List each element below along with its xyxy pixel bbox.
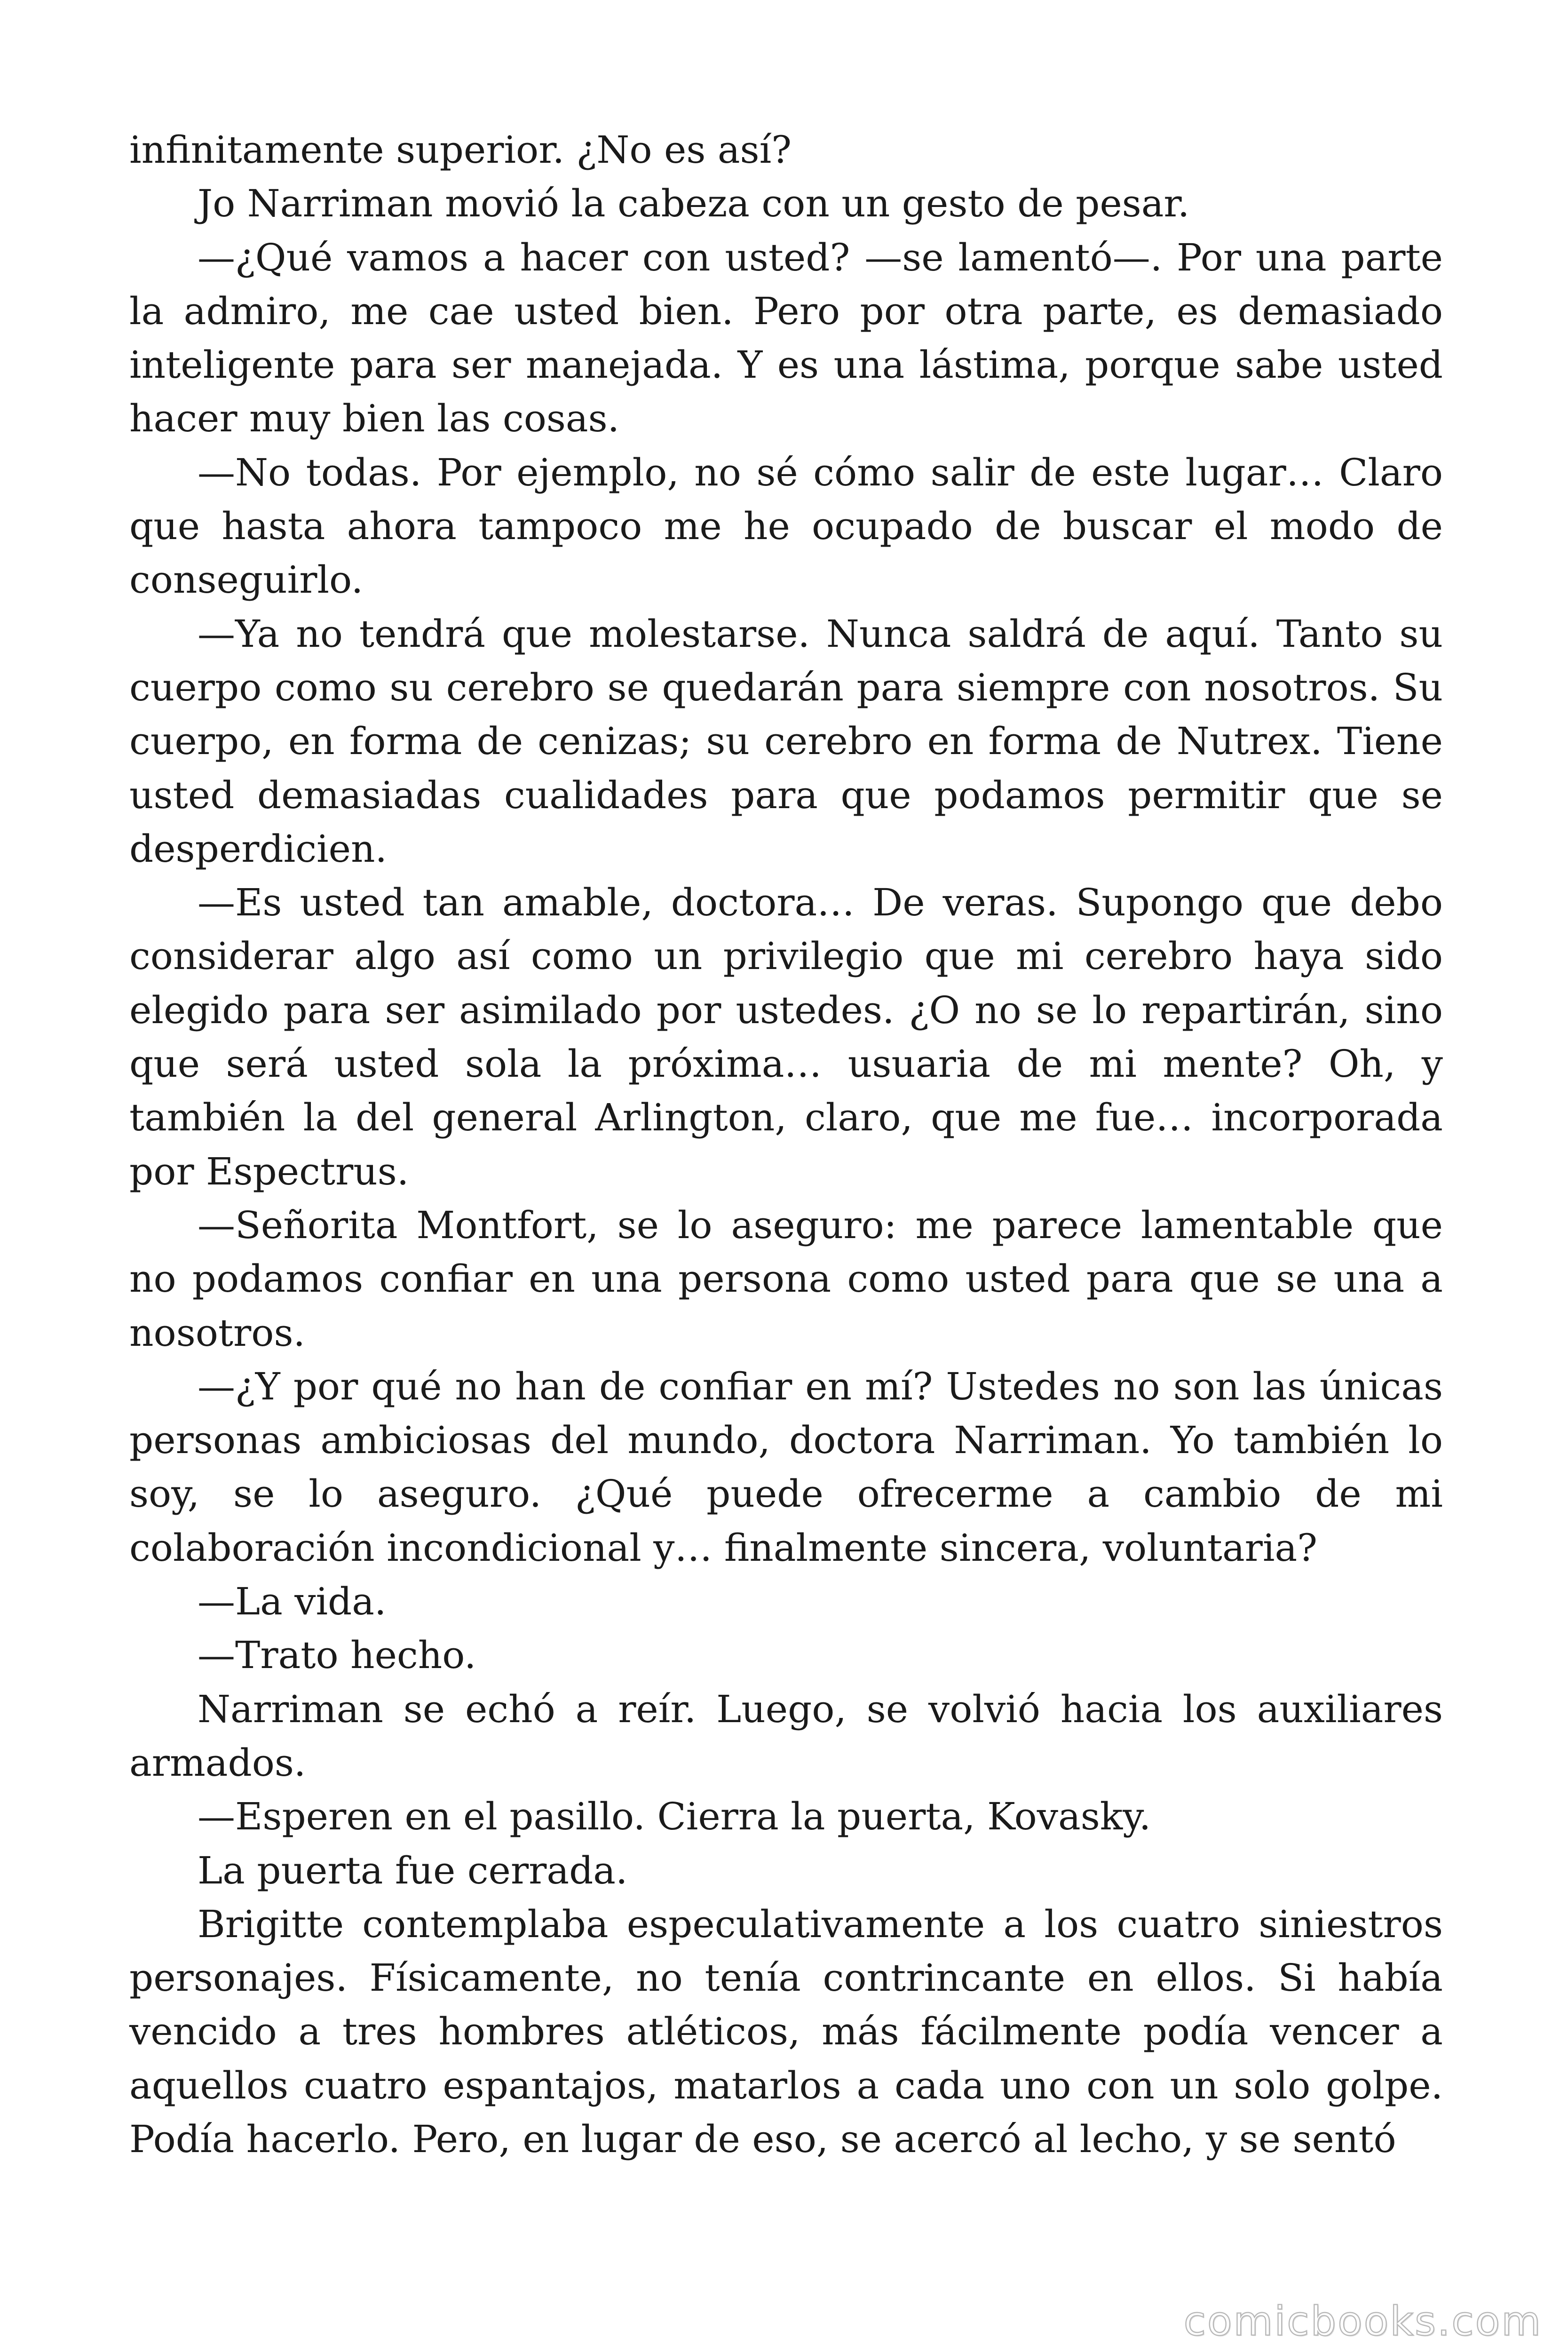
paragraph: Jo Narriman movió la cabeza con un gesto de pesar. <box>198 182 1190 226</box>
paragraph: Brigitte contemplaba especulativamente a los cuatro siniestros personajes. Físicamente, no tenía contrincante en ellos. Si había vencido a tres hombres atléticos, más fácilmente podía vencer a aquellos cuatro espantajos, matarlos a cada uno con un solo golpe. Podía hacerlo. Pero, en lugar de eso, se acercó al lecho, y se sentó <box>129 1902 1443 2161</box>
paragraph: —Ya no tendrá que molestarse. Nunca saldrá de aquí. Tanto su cuerpo como su cerebro se quedarán para siempre con nosotros. Su cuerpo, en forma de cenizas; su cerebro en forma de Nutrex. Tiene usted demasiadas cualidades para que podamos permitir que se desperdicien. <box>129 612 1443 871</box>
paragraph: Narriman se echó a reír. Luego, se volvió hacia los auxiliares armados. <box>129 1687 1443 1785</box>
paragraph: —Señorita Montfort, se lo aseguro: me parece lamentable que no podamos confiar en una persona como usted para que se una a nosotros. <box>129 1203 1443 1355</box>
paragraph: —¿Qué vamos a hacer con usted? —se lamentó—. Por una parte la admiro, me cae usted bien. Pero por otra parte, es demasiado inteligente para ser manejada. Y es una lástima, porque sabe usted hacer muy bien las cosas. <box>129 235 1443 441</box>
watermark: comicbooks.com <box>1183 2298 1542 2345</box>
paragraph: —Es usted tan amable, doctora… De veras. Supongo que debo considerar algo así como un privilegio que mi cerebro haya sido elegido para ser asimilado por ustedes. ¿O no se lo repartirán, sino que será usted sola la próxima… usuaria de mi mente? Oh, y también la del general Arlington, claro, que me fue… incorporada por Espectrus. <box>129 881 1443 1193</box>
paragraph: La puerta fue cerrada. <box>198 1848 628 1892</box>
paragraph: —Trato hecho. <box>198 1633 476 1677</box>
body-text <box>129 123 1443 2166</box>
paragraph: —La vida. <box>198 1580 387 1624</box>
paragraph-continued: infinitamente superior. ¿No es así? <box>129 128 792 172</box>
paragraph: —¿Y por qué no han de confiar en mí? Ustedes no son las únicas personas ambiciosas del mundo, doctora Narriman. Yo también lo soy, se lo aseguro. ¿Qué puede ofrecerme a cambio de mi colaboración incondicional y… finalmente sincera, voluntaria? <box>129 1364 1443 1570</box>
paragraph: —No todas. Por ejemplo, no sé cómo salir de este lugar… Claro que hasta ahora tampoco me he ocupado de buscar el modo de conseguirlo. <box>129 450 1443 602</box>
paragraph: —Esperen en el pasillo. Cierra la puerta, Kovasky. <box>198 1795 1151 1839</box>
